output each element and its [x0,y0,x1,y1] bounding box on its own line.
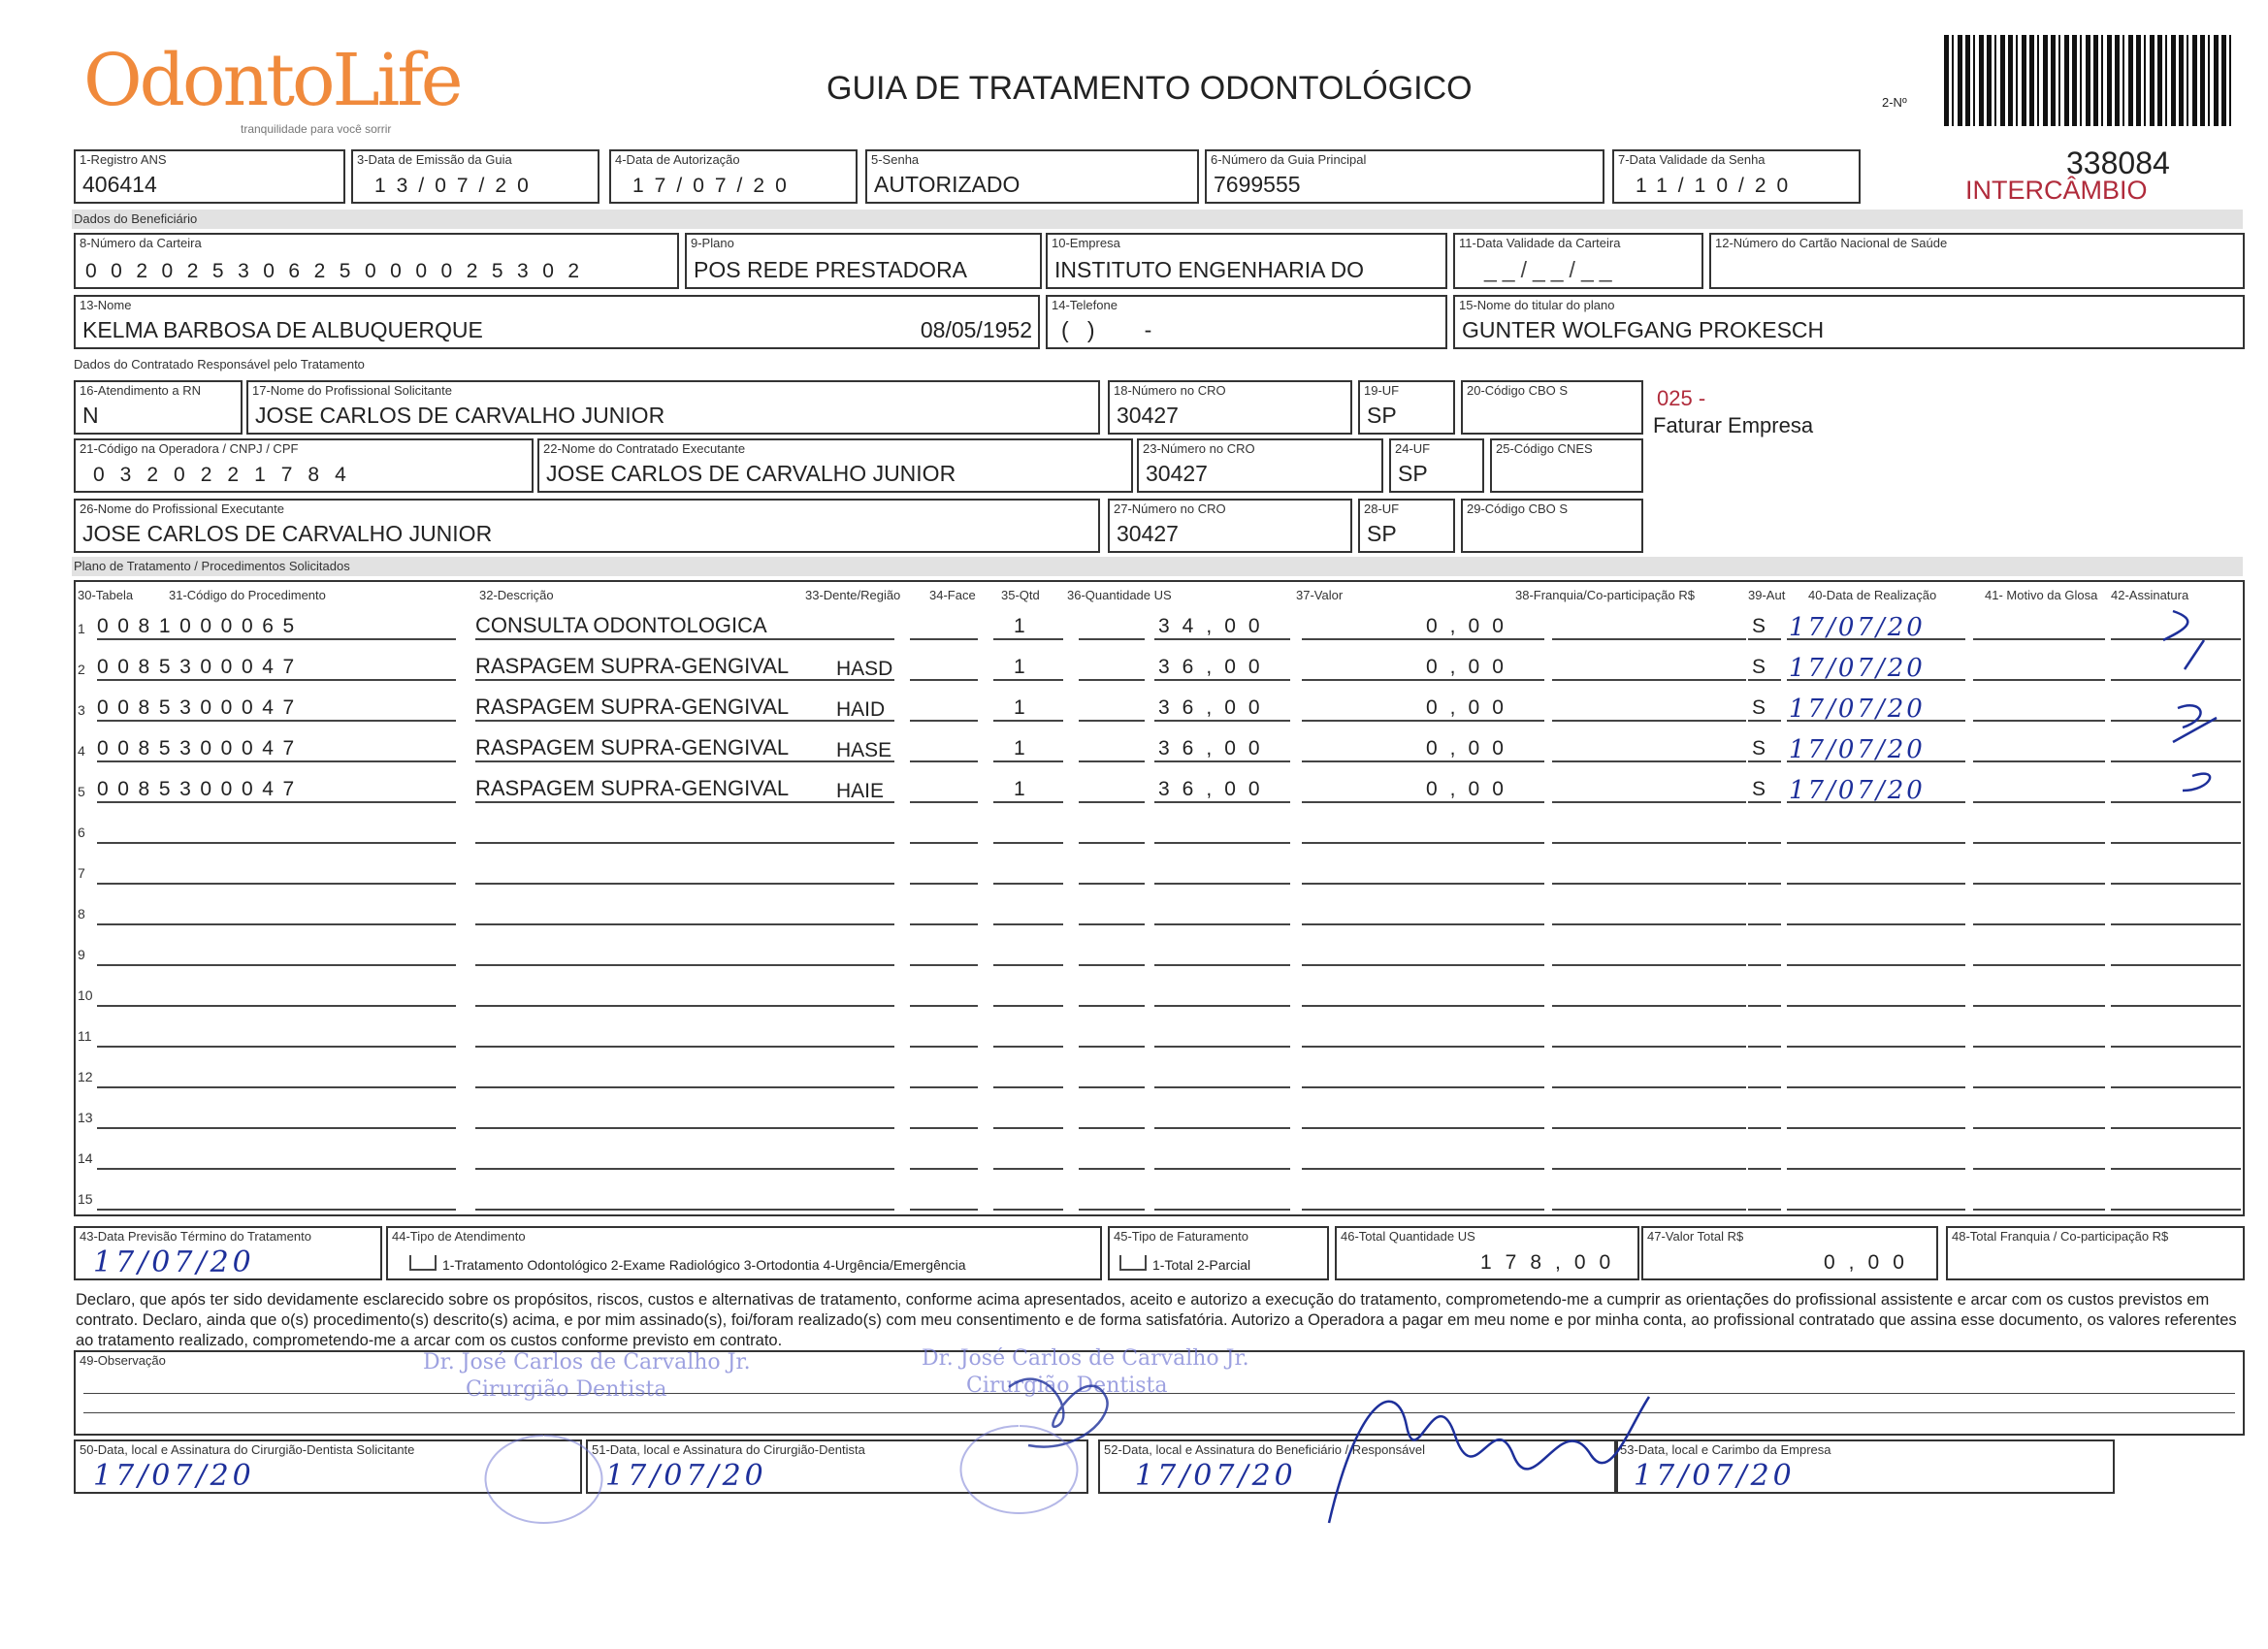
field-label: 13-Nome [80,298,132,312]
value: 0,00 [1426,656,1516,678]
field-label: 45-Tipo de Faturamento [1114,1229,1248,1244]
field-value: 178,00 [1480,1251,1625,1274]
field-value: 17/07/20 [1634,1459,1796,1493]
field-label: 29-Código CBO S [1467,501,1569,516]
field-value: 13/07/20 [374,175,539,197]
field-label: 4-Data de Autorização [615,152,740,167]
field-value: 406414 [82,172,157,197]
field-label: 3-Data de Emissão da Guia [357,152,512,167]
note-code: 025 - [1657,386,1706,410]
stamp-circle-2 [961,1426,1078,1513]
tooth-region: HASE [836,739,892,761]
field-value: 0,00 [1824,1251,1918,1274]
col-34-face: 34-Face [929,588,976,602]
row-number: 3 [78,702,85,718]
procedure-code: 0085300047 [97,656,304,678]
authorization: S [1752,656,1766,678]
row-number: 9 [78,947,85,962]
procedure-code: 0085300047 [97,778,304,800]
realization-date: 17/07/20 [1789,613,1926,642]
field-2-label: 2-Nº [1882,95,1907,110]
field-value: 00202530625000025302 [85,260,594,282]
row-number: 8 [78,906,85,922]
field-label: 5-Senha [871,152,920,167]
field-value: SP [1367,403,1397,428]
field-label: 53-Data, local e Carimbo da Empresa [1620,1442,1831,1457]
realization-date: 17/07/20 [1789,695,1926,724]
field-label: 24-UF [1395,441,1431,456]
procedure-description: RASPAGEM SUPRA-GENGIVAL [475,695,790,719]
field-value: SP [1398,461,1428,486]
row-number: 4 [78,743,85,759]
field-label: 51-Data, local e Assinatura do Cirurgião-Dentista [592,1442,865,1457]
field-value: JOSE CARLOS DE CARVALHO JUNIOR [82,521,493,546]
col-39-aut: 39-Aut [1748,588,1786,602]
quantity-us: 36,00 [1158,696,1273,719]
row-number: 10 [78,987,93,1003]
col-32-descricao: 32-Descrição [479,588,554,602]
field-options: 1-Total 2-Parcial [1152,1257,1251,1273]
quantity: 1 [1014,737,1025,760]
section-title: Dados do Beneficiário [74,211,198,226]
value: 0,00 [1426,696,1516,719]
value: 0,00 [1426,778,1516,800]
field-value: 17/07/20 [93,1245,255,1279]
field-label: 19-UF [1364,383,1400,398]
quantity: 1 [1014,778,1025,800]
field-value: 17/07/20 [93,1459,255,1493]
col-33-dente: 33-Dente/Região [805,588,901,602]
field-value: AUTORIZADO [874,172,1021,197]
declaration-text: Declaro, que após ter sido devidamente esclarecido sobre os propósitos, riscos, custos e alternativas de tratamento, conforme acima apresentados, aceito e autorizo a execução do tratamento, comprometendo-me a cumprir as orientações do profissional assistente e arcar com os custos previstos em contrato. Declaro, ainda que o(s) procedimento(s) descrito(s) acima, e por mim assinado(s), foi/foram realizado(s) com meu consentimento e de forma satisfatória. Autorizo a Operadora a pagar em meu nome e por minha conta, ao profissional contratado que assina esse documento, os valores referentes ao tratamento realizado, comprometendo-me a arcar com os custos conforme previsto em contrato. [76,1291,2237,1349]
field-label: 14-Telefone [1052,298,1118,312]
field-label: 47-Valor Total R$ [1647,1229,1744,1244]
row-number: 13 [78,1110,93,1125]
col-35-qtd: 35-Qtd [1001,588,1040,602]
guide-number: 338084 [2066,146,2170,180]
field-label: 9-Plano [691,236,734,250]
stamp-dentist-role-2: Cirurgião Dentista [966,1374,1168,1398]
field-label: 16-Atendimento a RN [80,383,202,398]
intercambio-label: INTERCÂMBIO [1965,176,2148,205]
field-value: JOSE CARLOS DE CARVALHO JUNIOR [255,403,665,428]
stamp-dentist-role-1: Cirurgião Dentista [466,1377,667,1402]
field-label: 26-Nome do Profissional Executante [80,501,285,516]
field-value: N [82,403,99,428]
field-value: JOSE CARLOS DE CARVALHO JUNIOR [546,461,956,486]
field-value: GUNTER WOLFGANG PROKESCH [1462,317,1825,342]
page-title: GUIA DE TRATAMENTO ODONTOLÓGICO [826,70,1473,107]
row-number: 1 [78,621,85,636]
field-value: SP [1367,521,1397,546]
field-value: INSTITUTO ENGENHARIA DO [1054,257,1365,282]
field-label: 49-Observação [80,1353,166,1368]
note-faturar: Faturar Empresa [1653,413,1814,437]
value: 0,00 [1426,737,1516,760]
stamp-dentist-name-1: Dr. José Carlos de Carvalho Jr. [423,1350,751,1374]
col-30-tabela: 30-Tabela [78,588,134,602]
quantity: 1 [1014,615,1025,637]
col-37-valor: 37-Valor [1296,588,1344,602]
col-38-franquia: 38-Franquia/Co-participação R$ [1515,588,1695,602]
section-title: Plano de Tratamento / Procedimentos Solicitados [74,559,350,573]
row-number: 5 [78,784,85,799]
field-label: 52-Data, local e Assinatura do Beneficiário / Responsável [1104,1442,1425,1457]
quantity-us: 36,00 [1158,737,1273,760]
tooth-region: HAIE [836,780,885,802]
row-number: 2 [78,662,85,677]
realization-date: 17/07/20 [1789,654,1926,683]
beneficiary-signature [1329,1397,1649,1523]
field-value: 17/07/20 [1135,1459,1297,1493]
field-label: 8-Número da Carteira [80,236,202,250]
logo-tagline: tranquilidade para você sorrir [241,122,392,136]
procedure-code: 0085300047 [97,737,304,760]
row-signatures [2163,611,2217,791]
field-value: 30427 [1117,521,1179,546]
field-label: 7-Data Validade da Senha [1618,152,1766,167]
procedure-description: RASPAGEM SUPRA-GENGIVAL [475,776,790,800]
procedure-description: RASPAGEM SUPRA-GENGIVAL [475,654,790,678]
stamp-dentist-name-2: Dr. José Carlos de Carvalho Jr. [922,1346,1249,1371]
procedure-code: 0085300047 [97,696,304,719]
realization-date: 17/07/20 [1789,735,1926,764]
quantity-us: 36,00 [1158,778,1273,800]
row-number: 6 [78,824,85,840]
col-36-quantidade-us: 36-Quantidade US [1067,588,1172,602]
field-label: 20-Código CBO S [1467,383,1569,398]
authorization: S [1752,778,1766,800]
field-options: 1-Tratamento Odontológico 2-Exame Radiológico 3-Ortodontia 4-Urgência/Emergência [442,1257,966,1273]
field-value: 0320221784 [93,464,362,486]
tooth-region: HASD [836,658,893,680]
authorization: S [1752,696,1766,719]
field-value: 17/07/20 [632,175,797,197]
field-value: 17/07/20 [605,1459,767,1493]
field-value: 30427 [1146,461,1208,486]
procedure-code: 0081000065 [97,615,304,637]
quantity: 1 [1014,656,1025,678]
field-label: 12-Número do Cartão Nacional de Saúde [1715,236,1948,250]
field-label: 22-Nome do Contratado Executante [543,441,746,456]
field-label: 15-Nome do titular do plano [1459,298,1615,312]
tooth-region: HAID [836,698,886,721]
col-40-data: 40-Data de Realização [1808,588,1937,602]
row-number: 15 [78,1191,93,1207]
authorization: S [1752,615,1766,637]
field-label: 23-Número no CRO [1143,441,1255,456]
row-number: 11 [78,1028,92,1044]
field-label: 17-Nome do Profissional Solicitante [252,383,452,398]
row-number: 14 [78,1150,93,1166]
field-label: 44-Tipo de Atendimento [392,1229,526,1244]
row-number: 7 [78,865,85,881]
authorization: S [1752,737,1766,760]
realization-date: 17/07/20 [1789,776,1926,805]
field-value: __/__/__ [1484,257,1618,282]
field-value: KELMA BARBOSA DE ALBUQUERQUE [82,317,483,342]
field-label: 11-Data Validade da Carteira [1459,236,1621,250]
procedure-description: RASPAGEM SUPRA-GENGIVAL [475,735,790,760]
field-value: 7699555 [1214,172,1301,197]
col-41-glosa: 41- Motivo da Glosa [1985,588,2098,602]
field-label: 10-Empresa [1052,236,1120,250]
quantity: 1 [1014,696,1025,719]
field-value: ( ) - [1061,317,1152,342]
birth-date: 08/05/1952 [920,317,1032,342]
field-label: 48-Total Franquia / Co-participação R$ [1952,1229,2169,1244]
field-label: 6-Número da Guia Principal [1211,152,1367,167]
field-label: 28-UF [1364,501,1400,516]
col-42-assinatura: 42-Assinatura [2111,588,2189,602]
section-title: Dados do Contratado Responsável pelo Tratamento [74,357,365,372]
odontolife-logo: OdontoLife [83,39,461,122]
field-label: 1-Registro ANS [80,152,167,167]
field-label: 43-Data Previsão Término do Tratamento [80,1229,311,1244]
field-label: 21-Código na Operadora / CNPJ / CPF [80,441,299,456]
quantity-us: 34,00 [1158,615,1273,637]
field-label: 25-Código CNES [1496,441,1593,456]
procedure-description: CONSULTA ODONTOLOGICA [475,613,767,637]
field-label: 18-Número no CRO [1114,383,1226,398]
stamp-circle-1 [486,1436,602,1523]
col-31-codigo: 31-Código do Procedimento [169,588,326,602]
field-label: 27-Número no CRO [1114,501,1226,516]
field-label: 46-Total Quantidade US [1341,1229,1475,1244]
field-value: 11/10/20 [1636,175,1799,197]
field-label: 50-Data, local e Assinatura do Cirurgião-Dentista Solicitante [80,1442,415,1457]
field-value: POS REDE PRESTADORA [694,257,968,282]
quantity-us: 36,00 [1158,656,1273,678]
field-value: 30427 [1117,403,1179,428]
row-number: 12 [78,1069,93,1084]
value: 0,00 [1426,615,1516,637]
